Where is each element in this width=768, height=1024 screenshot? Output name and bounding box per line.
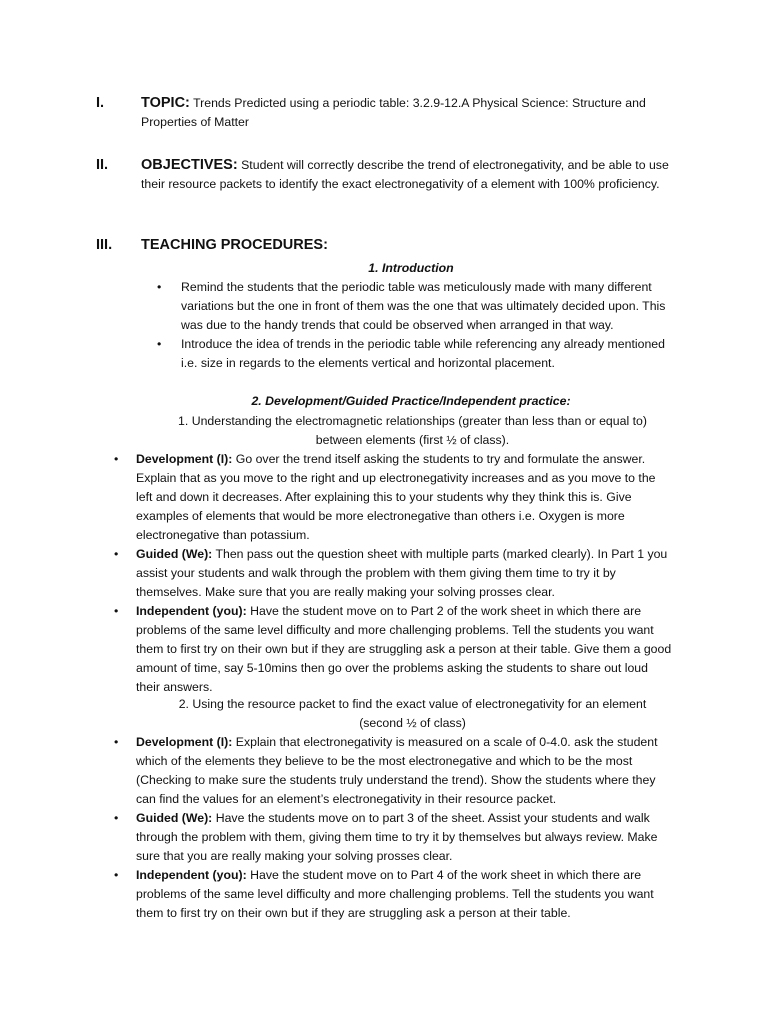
part2-bullet-list [112,733,674,923]
part1-title: 1. Understanding the electromagnetic relationships (greater than less than or equal to) between elements (first ½ of class). [178,414,647,447]
bullet-icon: • [114,735,119,749]
list-item-label: Development (I): [136,452,233,466]
list-item [112,809,674,866]
list-item-text: Then pass out the question sheet with multiple parts (marked clearly). In Part 1 you assist your students and walk through the problem with them giving them time to try it by themselves. Make sure that you are really making your solving prosses clear. [136,547,668,599]
list-item [112,866,674,923]
topic-paragraph [141,94,686,132]
section-numeral: III. [96,237,113,253]
list-item [112,602,674,697]
procedures-section [96,236,686,255]
list-item [112,450,674,545]
list-item-text: Have the students move on to part 3 of the sheet. Assist your students and walk through the problem with them, giving them time to try it by themselves but always review. Make sure that you are really making your solving prosses clear. [136,811,658,863]
development-heading: 2. Development/Guided Practice/Independent practice: [251,394,571,408]
list-item-text: Go over the trend itself asking the students to try and formulate the answer. Explain that as you move to the right and up electronegativity increases and as you move to the left and down it decreases. After explaining this to your students why they think this is. Give examples of elements that would be more electronegative than others i.e. Oxygen is more electronegative than potassium. [136,452,656,542]
objectives-text: Student will correctly describe the trend of electronegativity, and be able to use their resource packets to identify the exact electronegativity of a element with 100% proficiency. [141,158,669,191]
objectives-section [96,156,686,194]
bullet-icon: • [157,280,162,294]
list-item-label: Guided (We): [136,811,213,825]
bullet-icon: • [114,547,119,561]
list-item-label: Independent (you): [136,868,247,882]
list-item [141,335,681,373]
part2-title: 2. Using the resource packet to find the exact value of electronegativity for an element (second ½ of class) [178,697,647,730]
list-item-label: Independent (you): [136,604,247,618]
procedures-label: TEACHING PROCEDURES: [141,237,328,253]
intro-bullet-list [141,278,681,373]
part1-bullet-list [112,450,674,697]
list-item-label: Development (I): [136,735,233,749]
bullet-icon: • [114,811,119,825]
bullet-icon: • [114,604,119,618]
list-item-text: Introduce the idea of trends in the periodic table while referencing any already mentioned i.e. size in regards to the elements vertical and horizontal placement. [181,337,665,370]
list-item-label: Guided (We): [136,547,213,561]
list-item-text: Explain that electronegativity is measured on a scale of 0-4.0. ask the student which of the elements they believe to be the most electronegative and which to be the most (Checking to make sure the students truly understand the trend). Show the students where they can find the values for an element’s electronegativity in their resource packet. [136,735,658,806]
intro-heading: 1. Introduction [368,261,454,275]
list-item [141,278,681,335]
topic-section [96,94,686,132]
objectives-paragraph [141,156,686,194]
topic-label: TOPIC: [141,95,190,111]
bullet-icon: • [114,868,119,882]
list-item-text: Remind the students that the periodic table was meticulously made with many different variations but the one in front of them was the one that was ultimately decided upon. This was due to the handy trends that could be observed when arranged in that way. [181,280,666,332]
list-item-text: Have the student move on to Part 2 of the work sheet in which there are problems of the same level difficulty and more challenging problems. Tell the students you want them to first try on their own but if they are struggling ask a person at their table. Give them a good amount of time, say 5-10mins then go over the problems asking the students to share out loud their answers. [136,604,672,694]
topic-text: Trends Predicted using a periodic table: 3.2.9-12.A Physical Science: Structure and Properties of Matter [141,96,646,129]
objectives-label: OBJECTIVES: [141,157,238,173]
list-item [112,733,674,809]
section-numeral: I. [96,95,105,111]
list-item [112,545,674,602]
bullet-icon: • [114,452,119,466]
list-item-text: Have the student move on to Part 4 of the work sheet in which there are problems of the same level difficulty and more challenging problems. Tell the students you want them to first try on their own but if they are struggling ask a person at their table. [136,868,654,920]
section-numeral: II. [96,157,109,173]
bullet-icon: • [157,337,162,351]
